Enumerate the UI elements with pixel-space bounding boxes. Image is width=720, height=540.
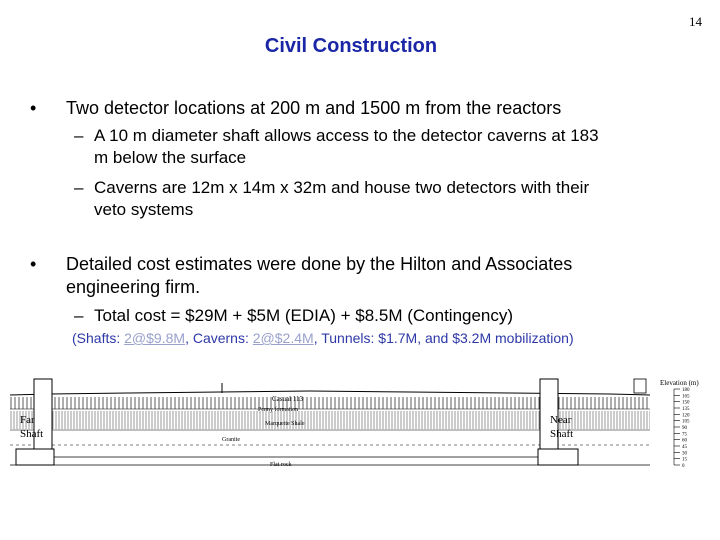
slide-title: Civil Construction [264,35,438,57]
caverns-cost-link[interactable]: 2@$2.4M [252,330,314,346]
bullet-1-text: Two detector locations at 200 m and 1500 m from the reactors [66,98,562,118]
near-cavern [538,449,578,465]
dash: – [74,126,84,145]
sub-bullet-1-1-line1: A 10 m diameter shaft allows access to the detector caverns at 183 [94,126,599,145]
upper-layer-label: Penny formation [258,407,299,413]
elevation-tick-label: 105 [682,419,690,425]
tunnel-label: Casual 113 [272,395,304,403]
cost-rest: , Tunnels: $1.7M, and $3.2M mobilization) [313,330,574,346]
granite-label: Granite [222,437,240,443]
elevation-tick-label: 180 [682,388,690,393]
dash: – [74,178,84,197]
shafts-cost-link[interactable]: 2@$9.8M [124,330,186,346]
elevation-tick-label: 30 [682,451,687,457]
bullet-dot: • [30,254,37,274]
sub-bullet-1-1-line2: m below the surface [94,148,247,167]
page-number: 14 [689,14,702,29]
elevation-tick-label: 0 [682,464,685,469]
far-shaft-label: Shaft [20,428,44,440]
cross-section-diagram [10,375,710,470]
bullet-dot: • [30,98,37,118]
far-cavern [16,449,54,465]
elevation-tick-label: 45 [682,445,687,450]
sub-bullet-1-2-line1: Caverns are 12m x 14m x 32m and house two detectors with their [94,178,590,197]
elevation-scale [674,388,690,469]
dash: – [74,306,84,325]
far-label: Far [20,414,35,426]
bullet-2-line2: engineering firm. [66,277,201,297]
elevation-label: Elevation (m) [660,379,699,387]
elevation-tick-label: 165 [682,394,690,400]
near-label: Near [550,414,572,426]
cost-breakdown [72,330,574,346]
caverns-label: , Caverns: [185,330,253,346]
elevation-tick-label: 15 [682,457,687,463]
sub-bullet-2-1-text: Total cost = $29M + $5M (EDIA) + $8.5M (Contingency) [94,306,514,325]
lower-layer-label: Flat rock [270,462,292,468]
elevation-tick-label: 150 [682,400,690,406]
sub-bullet-1-2-line2: veto systems [94,200,194,219]
cost-open: (Shafts: [72,330,125,346]
middle-layer-label: Marquette Shale [265,421,305,427]
bullet-2-line1: Detailed cost estimates were done by the Hilton and Associates [66,254,573,274]
elevation-tick-label: 120 [682,413,690,419]
near-shaft-label: Shaft [550,428,574,440]
elevation-tick-label: 90 [682,426,687,431]
elevation-tick-label: 75 [682,432,687,438]
elevation-tick-label: 135 [682,407,690,412]
elevation-tick-label: 60 [682,438,687,444]
